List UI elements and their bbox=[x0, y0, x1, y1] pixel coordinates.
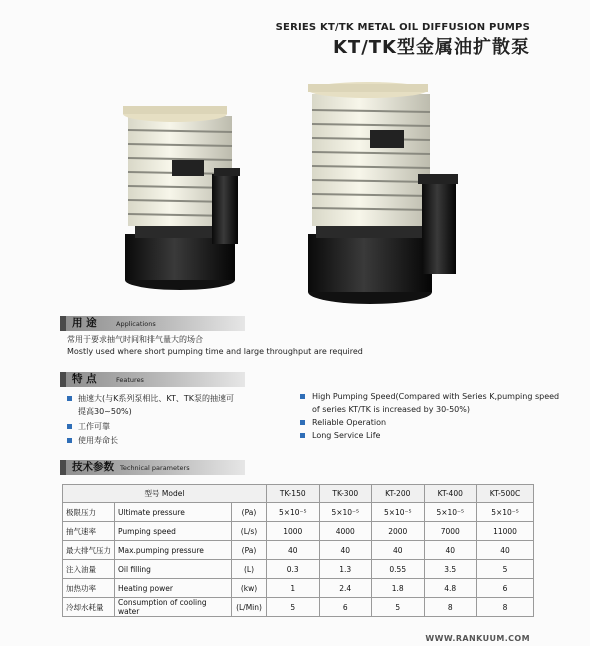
table-cell: 7000 bbox=[424, 522, 477, 541]
table-cell: 6 bbox=[477, 579, 534, 598]
small-pump bbox=[123, 106, 240, 290]
section-header-technical bbox=[60, 460, 245, 475]
table-cell: 5 bbox=[372, 598, 425, 617]
feature-en-1: High Pumping Speed(Compared with Series K,pumping speed bbox=[312, 392, 560, 401]
features-heading-en: Features bbox=[116, 376, 144, 384]
table-row bbox=[63, 503, 534, 522]
feature-en-1-cont: of series KT/TK is increased by 30-50%) bbox=[312, 405, 470, 414]
table-cell: 1 bbox=[267, 579, 320, 598]
feature-cn-1-cont: 提高30~50%) bbox=[78, 407, 132, 416]
table-cell: 8 bbox=[477, 598, 534, 617]
table-row bbox=[63, 579, 534, 598]
param-en: Heating power bbox=[115, 579, 232, 598]
technical-heading-cn: 技术参数 bbox=[72, 461, 114, 473]
param-unit: (L/Min) bbox=[232, 598, 267, 617]
table-cell: 2000 bbox=[372, 522, 425, 541]
model-header: TK-300 bbox=[319, 485, 372, 503]
table-cell: 5 bbox=[477, 560, 534, 579]
table-cell: 1000 bbox=[267, 522, 320, 541]
param-en: Max.pumping pressure bbox=[115, 541, 232, 560]
model-header: KT-400 bbox=[424, 485, 477, 503]
table-cell: 0.3 bbox=[267, 560, 320, 579]
model-header: KT-200 bbox=[372, 485, 425, 503]
section-marker bbox=[60, 316, 66, 331]
title-chinese: KT/TK型金属油扩散泵 bbox=[332, 37, 530, 58]
spec-table bbox=[62, 484, 534, 617]
bullet-icon bbox=[67, 424, 72, 429]
table-cell: 3.5 bbox=[424, 560, 477, 579]
table-header-row bbox=[63, 485, 534, 503]
bullet-icon bbox=[67, 396, 72, 401]
param-cn: 抽气速率 bbox=[63, 522, 115, 541]
feature-cn-2: 工作可靠 bbox=[78, 422, 110, 431]
applications-heading-cn: 用 途 bbox=[72, 317, 97, 329]
table-cell: 40 bbox=[267, 541, 320, 560]
param-unit: (Pa) bbox=[232, 503, 267, 522]
param-cn: 极限压力 bbox=[63, 503, 115, 522]
param-en: Consumption of cooling water bbox=[115, 598, 232, 617]
section-marker bbox=[60, 372, 66, 387]
bullet-icon bbox=[67, 438, 72, 443]
table-cell: 40 bbox=[477, 541, 534, 560]
table-cell: 5×10⁻⁵ bbox=[424, 503, 477, 522]
table-cell: 40 bbox=[424, 541, 477, 560]
bullet-icon bbox=[300, 394, 305, 399]
param-en: Oil filling bbox=[115, 560, 232, 579]
table-cell: 5×10⁻⁵ bbox=[372, 503, 425, 522]
pump-photo bbox=[100, 74, 460, 314]
feature-en-2: Reliable Operation bbox=[312, 418, 387, 427]
param-en: Pumping speed bbox=[115, 522, 232, 541]
table-cell: 1.3 bbox=[319, 560, 372, 579]
features-heading-cn: 特 点 bbox=[72, 373, 97, 385]
table-cell: 2.4 bbox=[319, 579, 372, 598]
technical-heading-en: Technical parameters bbox=[120, 464, 190, 472]
bullet-icon bbox=[300, 433, 305, 438]
table-cell: 0.55 bbox=[372, 560, 425, 579]
param-cn: 冷却水耗量 bbox=[63, 598, 115, 617]
feature-cn-3: 使用寿命长 bbox=[78, 436, 118, 445]
param-unit: (L) bbox=[232, 560, 267, 579]
param-cn: 最大排气压力 bbox=[63, 541, 115, 560]
applications-heading-en: Applications bbox=[116, 320, 156, 328]
table-row bbox=[63, 560, 534, 579]
param-cn: 注入油量 bbox=[63, 560, 115, 579]
section-header-applications bbox=[60, 316, 245, 331]
footer-url[interactable]: WWW.RANKUUM.COM bbox=[425, 634, 530, 643]
large-pump bbox=[308, 82, 458, 304]
table-cell: 6 bbox=[319, 598, 372, 617]
table-cell: 40 bbox=[319, 541, 372, 560]
section-marker bbox=[60, 460, 66, 475]
table-cell: 1.8 bbox=[372, 579, 425, 598]
table-cell: 4000 bbox=[319, 522, 372, 541]
model-header: KT-500C bbox=[477, 485, 534, 503]
section-header-features bbox=[60, 372, 245, 387]
table-cell: 4.8 bbox=[424, 579, 477, 598]
applications-text-en: Mostly used where short pumping time and large throughput are required bbox=[67, 347, 363, 356]
table-cell: 5×10⁻⁵ bbox=[477, 503, 534, 522]
table-cell: 11000 bbox=[477, 522, 534, 541]
table-cell: 5 bbox=[267, 598, 320, 617]
title-english: SERIES KT/TK METAL OIL DIFFUSION PUMPS bbox=[275, 22, 530, 33]
param-unit: (kw) bbox=[232, 579, 267, 598]
bullet-icon bbox=[300, 420, 305, 425]
table-row bbox=[63, 541, 534, 560]
table-cell: 5×10⁻⁵ bbox=[319, 503, 372, 522]
applications-text-cn: 常用于要求抽气时间和排气量大的场合 bbox=[67, 335, 203, 344]
param-cn: 加热功率 bbox=[63, 579, 115, 598]
feature-en-3: Long Service Life bbox=[312, 431, 381, 440]
param-unit: (L/s) bbox=[232, 522, 267, 541]
model-header: TK-150 bbox=[267, 485, 320, 503]
table-cell: 40 bbox=[372, 541, 425, 560]
table-row bbox=[63, 598, 534, 617]
model-label: 型号 Model bbox=[63, 485, 267, 503]
table-cell: 8 bbox=[424, 598, 477, 617]
table-cell: 5×10⁻⁵ bbox=[267, 503, 320, 522]
param-unit: (Pa) bbox=[232, 541, 267, 560]
param-en: Ultimate pressure bbox=[115, 503, 232, 522]
feature-cn-1: 抽速大(与K系列泵相比、KT、TK泵的抽速可 bbox=[78, 394, 235, 403]
table-row bbox=[63, 522, 534, 541]
